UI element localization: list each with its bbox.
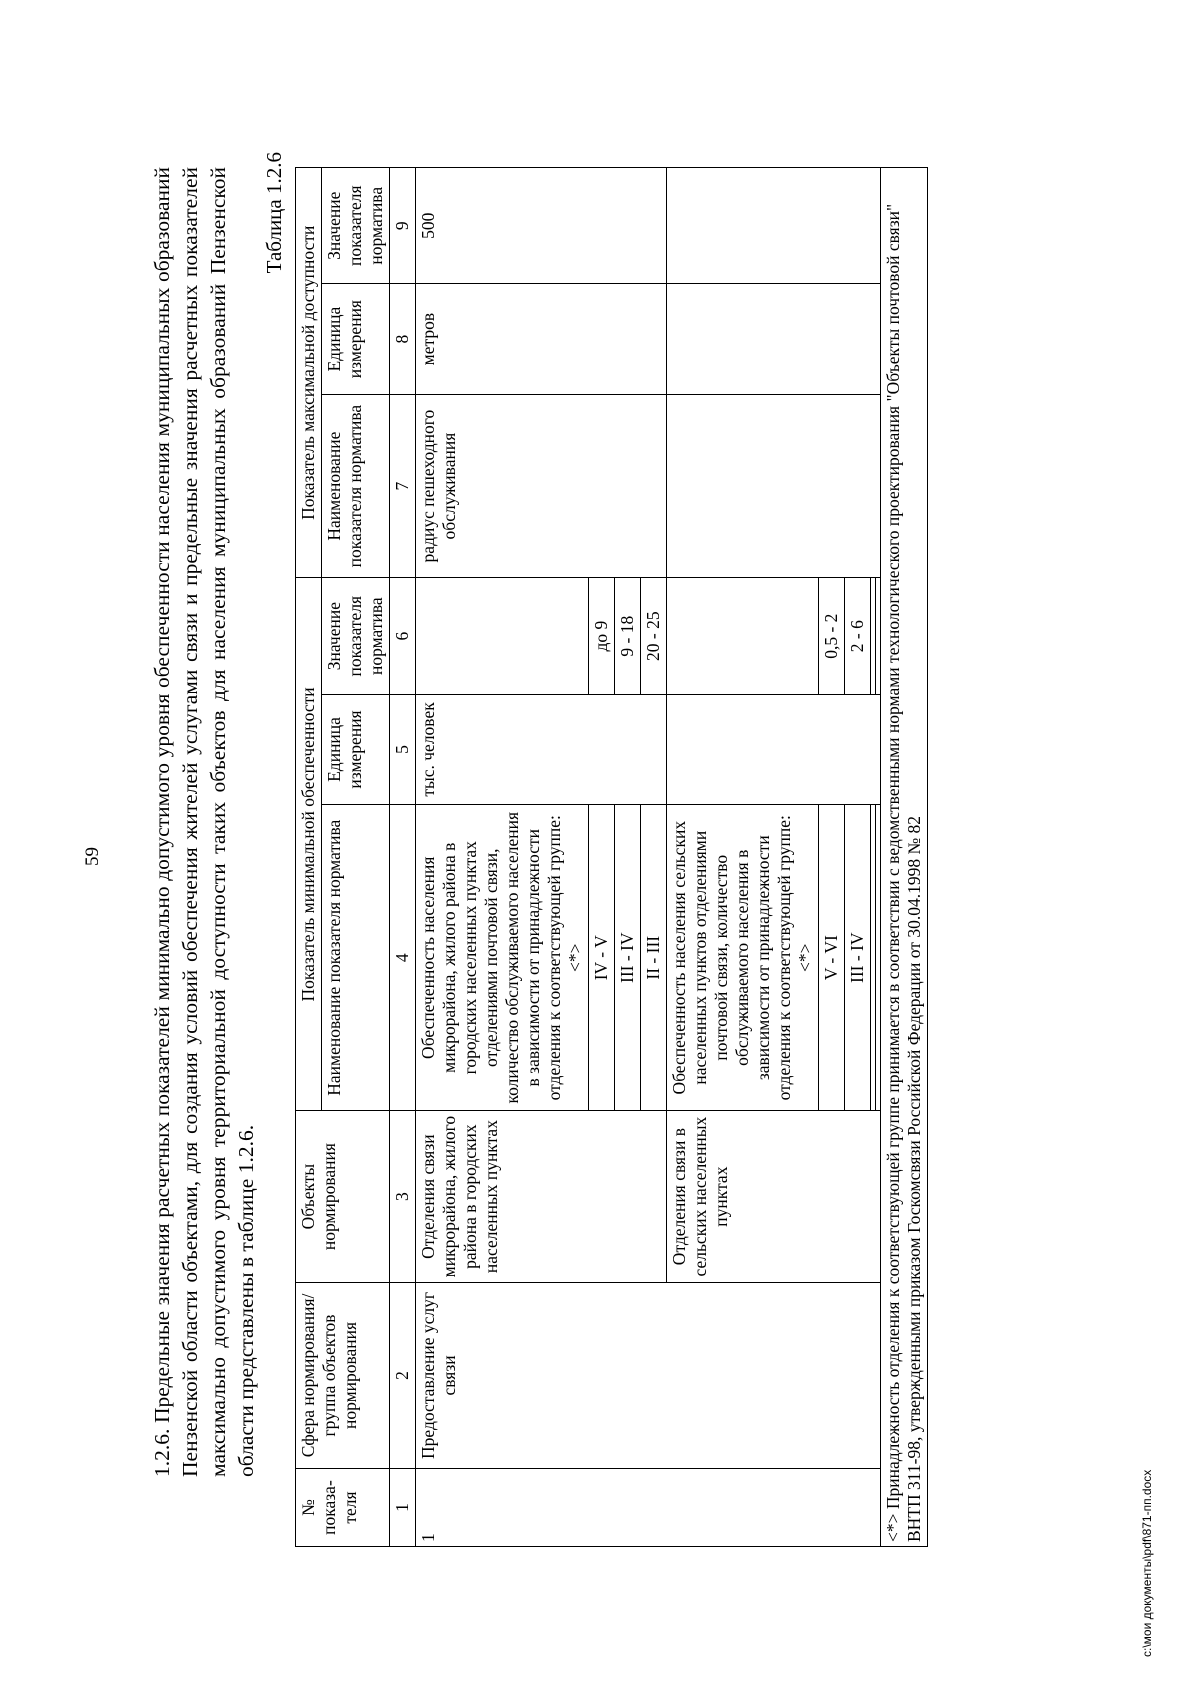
indicator-urban: Обеспеченность населения микрорайона, жилого района в городских населенных пунктах отделениями почтовой связи, количество обслуживаемого населения в зависимости от принадлежности отделения к соответствующей группе: <*> (416, 805, 589, 1111)
value-urban-empty (416, 578, 589, 694)
table-row-urban (416, 168, 589, 1547)
urban-group-label: II - III (641, 805, 667, 1111)
header-col2: Сфера нормирования/ группа объектов нормирования (296, 1282, 390, 1468)
header-col7: Наименование показателя норматива (322, 394, 390, 578)
header-row-1 (296, 168, 322, 1547)
column-number: 6 (390, 578, 416, 694)
indicator-rural: Обеспеченность населения сельских населенных пунктов отделениями почтовой связи, количество обслуживаемого населения в зависимости от принадлежности отделения к соответствующей группе: <*> (667, 805, 819, 1111)
column-number: 7 (390, 394, 416, 578)
rural-group-label: V - VI (819, 805, 845, 1111)
intro-text: 1.2.6. Предельные значения расчетных показателей минимально допустимого уровня обеспеченности населения муниципальных образований Пензенской области объектами, для создания условий обеспечения жителей услугами связи и предельные значения расчетных показателей максимально допустимого уровня территориальной доступности таких объектов для населения муниципальных образований Пензенской области представлены в таблице 1.2.6. (150, 167, 258, 1477)
table-caption: Таблица 1.2.6 (262, 152, 286, 274)
unit-rural-empty (667, 694, 881, 804)
row-number: 1 (416, 1469, 881, 1547)
value-rural-empty (667, 578, 819, 694)
header-col3: Объекты нормирования (296, 1111, 390, 1283)
intro-paragraph (148, 167, 260, 1507)
footnote-cell: <*> Принадлежность отделения к соответствующей группе принимается в соответствии с ведомственными нормами технологического проектирования "Объекты почтовой связи" ВНТП 311-98, утвержденными приказом Госкомсвязи Российской Федерации от 30.04.1998 № 82 (881, 168, 928, 1547)
urban-group-label: III - IV (615, 805, 641, 1111)
header-col4: Наименование показателя норматива (322, 805, 390, 1111)
column-number: 3 (390, 1111, 416, 1283)
max-name-urban: радиус пешеходного обслуживания (416, 394, 667, 578)
max-unit-rural-empty (667, 284, 881, 394)
column-number-row (390, 168, 416, 1547)
header-col6: Значение показателя норматива (322, 578, 390, 694)
header-col1: № показа-теля (296, 1469, 390, 1547)
column-number: 5 (390, 694, 416, 804)
max-value-urban: 500 (416, 168, 667, 284)
header-col8: Единица измерения (322, 284, 390, 394)
urban-group-value: до 9 (589, 578, 615, 694)
rural-group-value: 0,5 - 2 (819, 578, 845, 694)
page-number: 59 (82, 847, 103, 866)
object-urban: Отделения связи микрорайона, жилого района в городских населенных пунктах (416, 1111, 667, 1283)
max-name-rural-empty (667, 394, 881, 578)
header-group-max: Показатель максимальной доступности (296, 168, 322, 578)
rural-group-label: III - IV (845, 805, 871, 1111)
column-number: 8 (390, 284, 416, 394)
file-path: c:\мои документы\pdf\871-пп.docx (1140, 1469, 1154, 1657)
unit-urban: тыс. человек (416, 694, 667, 804)
header-col5: Единица измерения (322, 694, 390, 804)
column-number: 4 (390, 805, 416, 1111)
header-group-min: Показатель минимальной обеспеченности (296, 578, 322, 1111)
urban-group-value: 20 - 25 (641, 578, 667, 694)
norms-table (295, 167, 928, 1547)
object-rural: Отделения связи в сельских населенных пунктах (667, 1111, 881, 1283)
column-number: 1 (390, 1469, 416, 1547)
header-col9: Значение показателя норматива (322, 168, 390, 284)
max-value-rural-empty (667, 168, 881, 284)
column-number: 2 (390, 1282, 416, 1468)
rural-group-value: 2 - 6 (845, 578, 871, 694)
footnote-row (881, 168, 928, 1547)
column-number: 9 (390, 168, 416, 284)
urban-group-label: IV - V (589, 805, 615, 1111)
row-sphere: Предоставление услуг связи (416, 1282, 881, 1468)
max-unit-urban: метров (416, 284, 667, 394)
urban-group-value: 9 - 18 (615, 578, 641, 694)
